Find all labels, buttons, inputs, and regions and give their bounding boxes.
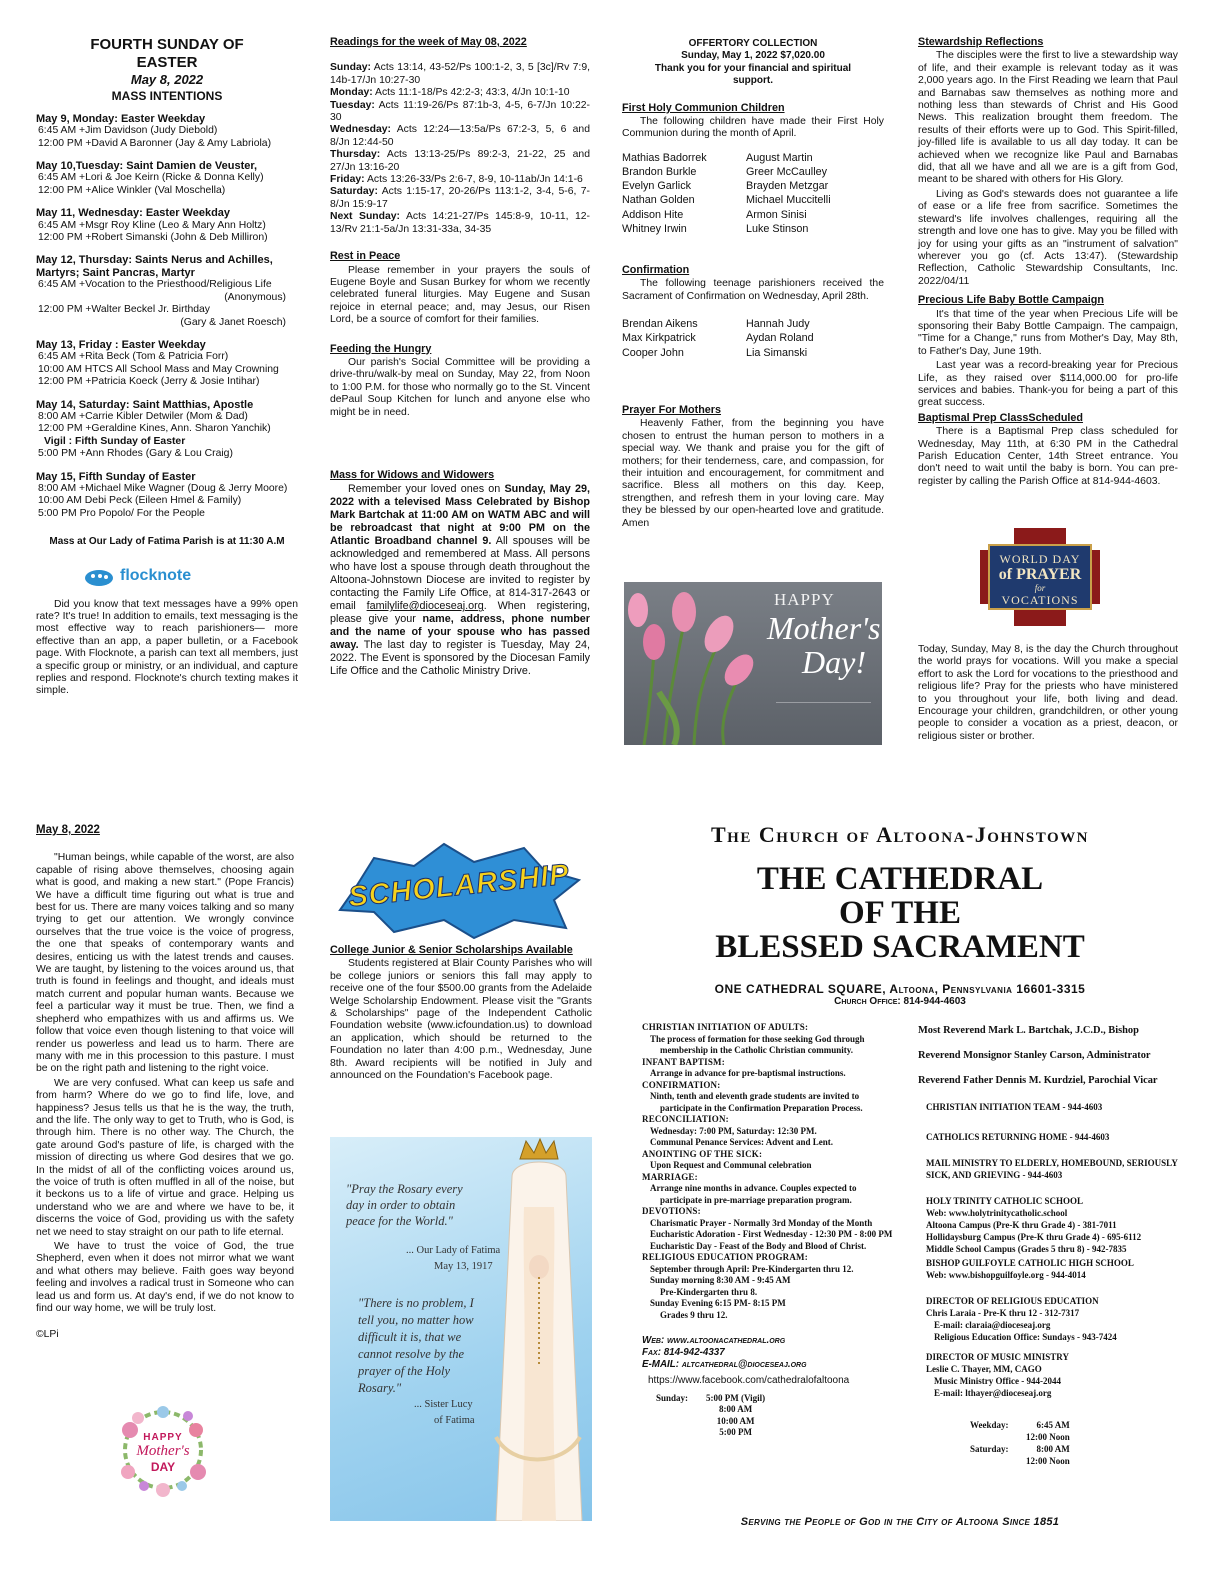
communicant-name: Greer McCaulley bbox=[746, 166, 827, 179]
reflection-p1: "Human beings, while capable of the worst, are also capable of rising above themselves, choosing again what is good, and making a new start." (Pope Francis) We have a difficult time figuring out what is true and best for us. There are many voices talking and so many trying to get our attention. We wrongly convince ourselves that the true voice is the voice of progress, the one that speaks of contemporary wants and desires, enticing us with the latest trends and causes. We are taught, by listening to the voices around us, that truth is found in feelings and thought, and ideals must match current and popular human wants. Because we feel a particular way it must be true. Then, we find a shepherd who empathizes with us and affirms us. We follow that voice even though listening to that voice will render us powerless and lead us to harm. There are many with me in this procession to this pasture. I must be on the right path and listening to the right voice. bbox=[36, 852, 294, 1075]
stewardship-p2: Living as God's stewards does not guarantee a life of ease or a life free from sacrifice. Sometimes the steward's life involves challenges, requiring all the strength and love one has to give. May you be filled with joy for using your gifts as an "instrument of salvation" wherever you go (cf. Acts 13:47). (Stewardship Reflection, Catholic Stewardship Consultants, Inc. 2022/04/11 bbox=[918, 188, 1178, 287]
confirmation-names-left bbox=[622, 317, 746, 360]
scholarship-block bbox=[330, 944, 592, 1084]
page-date: May 8, 2022 bbox=[130, 72, 204, 87]
baby-bottle-p1: It's that time of the year when Precious Life will be sponsoring their Baby Bottle Campaign. The campaign, "Time for a Change," runs from Mother's Day, May 8th, to Father's Day, June 19th. bbox=[918, 308, 1178, 357]
intention-day: May 14, Saturday: Saint Matthias, Apostle bbox=[36, 398, 254, 411]
htcs-heading: HOLY TRINITY CATHOLIC SCHOOL bbox=[926, 1196, 1083, 1206]
service-heading: RELIGIOUS EDUCATION PROGRAM: bbox=[642, 1252, 808, 1262]
reading-day: Saturday: bbox=[330, 186, 378, 198]
initiation-team: CHRISTIAN INITIATION TEAM - 944-4603 bbox=[926, 1102, 1103, 1112]
wdp-line2: of PRAYER bbox=[998, 566, 1082, 583]
mass-intentions-column bbox=[36, 36, 298, 700]
htcs-web[interactable]: Web: www.holytrinitycatholic.school bbox=[926, 1208, 1068, 1218]
prayer-text: Heavenly Father, from the beginning you have chosen to entrust the human person to mothers in a special way. We thank and praise you for the gift of mothers; for their tenderness, care, and compassion, for their intuition and encouragement, for commitment and sacrifice. Bless all mothers on this day. Keep, strengthen, and refresh them in your loving care. May they be blessed by our open-hearted love and gratitude. Amen bbox=[622, 418, 884, 529]
communicant-name: Luke Stinson bbox=[746, 222, 809, 235]
service-detail: September through April: Pre-Kindergarten thru 12. bbox=[650, 1263, 854, 1274]
reading-day: Monday: bbox=[330, 87, 373, 99]
dmm-heading: DIRECTOR OF MUSIC MINISTRY bbox=[926, 1352, 1069, 1362]
footer-tagline: Serving the People of God in the City of Altoona Since 1851 bbox=[740, 1516, 1060, 1528]
mass-time: 8:00 AM bbox=[1036, 1444, 1070, 1454]
confirmation-text: The following teenage parishioners received the Sacrament of Confirmation on Wednesday, April 28th. bbox=[622, 278, 884, 302]
widows-text: Remember your loved ones on Sunday, May 29, 2022 with a televised Mass Celebrated by Bishop Mark Bartchak at 11:00 AM on WATM ABC and will be rebroadcast that night at 9:00 PM on the Atlantic Broadband channel 9. All spouses will be acknowledged and remembered at Mass. All persons who have lost a spouse through death throughout the Altoona-Johnstown Diocese are invited to register by contacting the Family Life Office, at 814-317-2643 or email familylife@dioceseaj.org. When registering, please give your name, address, phone number and the name of your spouse who has passed away. The last day to register is Tuesday, May 24, 2022. The Event is sponsored by the Diocesan Family Life Office and the Catholic Ministry Drive. bbox=[330, 483, 590, 678]
mass-time: 6:45 AM bbox=[1036, 1420, 1070, 1430]
cathedral-line3: BLESSED SACRAMENT bbox=[715, 929, 1085, 965]
dre-name: Chris Laraia - Pre-K thru 12 - 312-7317 bbox=[926, 1308, 1080, 1318]
intention-row: Vigil : Fifth Sunday of Easter bbox=[44, 435, 186, 447]
communicant-name: Whitney Irwin bbox=[622, 222, 687, 235]
flocknote-bird-icon bbox=[84, 567, 114, 587]
fatima-quote-1-attrib: ... Our Lady of Fatima bbox=[406, 1245, 501, 1256]
church-office-phone: Church Office: 814-944-4603 bbox=[834, 996, 966, 1007]
page-title: FOURTH SUNDAY OF EASTER bbox=[90, 36, 244, 71]
weekday-times-list bbox=[1026, 1419, 1070, 1443]
scholarship-heading: College Junior & Senior Scholarships Available bbox=[330, 944, 573, 956]
sunday-label: Sunday: bbox=[656, 1392, 689, 1403]
confirmand-name: Lia Simanski bbox=[746, 346, 808, 359]
scholarship-logo bbox=[334, 840, 584, 940]
stewardship-heading: Stewardship Reflections bbox=[918, 36, 1044, 48]
service-detail: participate in pre-marriage preparation program. bbox=[660, 1194, 852, 1205]
mass-intentions-heading: MASS INTENTIONS bbox=[111, 89, 223, 104]
church-name: The Church of Altoona-Johnstown bbox=[710, 822, 1089, 847]
htcs-campus-2: Hollidaysburg Campus (Pre-K thru Grade 4) - 695-6112 bbox=[926, 1232, 1142, 1242]
mothers-day-wreath bbox=[108, 1400, 218, 1500]
fhc-heading: First Holy Communion Children bbox=[622, 101, 785, 114]
flocknote-text: Did you know that text messages have a 99% open rate? It's true! In addition to emails, text messaging is the most effective way to reach parishioners— more effective than an app, a paper bulletin, or a Facebook page. With Flocknote, a parish can text all members, just a specific group or ministry, or an individual, and capture replies and respond. Flocknote's church texting makes it simple. bbox=[36, 598, 298, 697]
reading-text: Acts 12:24—13:5a/Ps 67:2-3, 5, 6 and 8/Jn 12:44-50 bbox=[330, 124, 590, 148]
dre-heading: DIRECTOR OF RELIGIOUS EDUCATION bbox=[926, 1296, 1099, 1306]
confirmand-name: Brendan Aikens bbox=[622, 318, 698, 331]
intentions-list bbox=[36, 113, 298, 520]
address: ONE CATHEDRAL SQUARE, Altoona, Pennsylvania 16601-3315 bbox=[714, 982, 1086, 996]
intention-day: May 9, Monday: Easter Weekday bbox=[36, 112, 206, 125]
sunday-mass-times bbox=[642, 1393, 912, 1439]
readings-column bbox=[330, 36, 590, 680]
intention-row: (Gary & Janet Roesch) bbox=[180, 316, 286, 328]
sacraments-column bbox=[622, 38, 884, 532]
mass-time: 5:00 PM bbox=[719, 1427, 752, 1437]
baptismal-heading: Baptismal Prep ClassScheduled bbox=[918, 411, 1084, 424]
world-day-prayer-logo bbox=[980, 528, 1100, 626]
mail-ministry: MAIL MINISTRY TO ELDERLY, HOMEBOUND, SERIOUSLY SICK, AND GRIEVING - 944-4603 bbox=[926, 1158, 1178, 1180]
reading-text: Acts 13:13-25/Ps 89:2-3, 21-22, 25 and 27/Jn 13:16-20 bbox=[330, 149, 590, 173]
intention-row: 10:00 AM Debi Peck (Eileen Hmel & Family) bbox=[38, 495, 242, 507]
mothers-day-day: Day! bbox=[802, 644, 866, 680]
administrator: Reverend Monsignor Stanley Carson, Administrator bbox=[918, 1050, 1151, 1061]
communicant-name: Evelyn Garlick bbox=[622, 180, 691, 193]
saturday-times-list bbox=[1026, 1443, 1070, 1467]
intention-row: 12:00 PM +Robert Simanski (John & Deb Milliron) bbox=[38, 232, 268, 244]
service-heading: CHRISTIAN INITIATION OF ADULTS: bbox=[642, 1022, 809, 1032]
reflection-p3: We have to trust the voice of God, the true Shepherd, even when it does not mirror what we want and what others may believe. Faith goes way beyond feeling and involves a radical trust in Someone who can lead us and form us. At day's end, if we do not know to find our way home, we will be truly lost. bbox=[36, 1241, 294, 1315]
communicant-name: Brayden Metzgar bbox=[746, 180, 829, 193]
intention-day: May 13, Friday : Easter Weekday bbox=[36, 338, 206, 351]
intention-row: 8:00 AM +Michael Mike Wagner (Doug & Jerry Moore) bbox=[38, 482, 288, 494]
reading-item bbox=[330, 87, 590, 99]
rip-text: Please remember in your prayers the souls of Eugene Boyle and Susan Burkey for whom we recently celebrated funeral liturgies. May Eugene and Susan rejoice in eternal peace; and, may Jesus, our Risen Lord, be a source of comfort for their families. bbox=[330, 264, 590, 326]
mothers-day-mothers: Mother's bbox=[767, 610, 881, 646]
offertory-thanks: Thank you for your financial and spiritual support. bbox=[654, 62, 852, 87]
scholarship-wordmark: SCHOLARSHIP bbox=[346, 858, 572, 914]
sunday-times-list bbox=[706, 1393, 765, 1439]
flocknote-wordmark: flocknote bbox=[120, 567, 192, 585]
reading-day: Sunday: bbox=[330, 62, 371, 74]
reading-item bbox=[330, 62, 590, 87]
fatima-note: Mass at Our Lady of Fatima Parish is at 11:30 A.M bbox=[49, 536, 285, 548]
services-items bbox=[642, 1022, 912, 1321]
service-detail: Grades 9 thru 12. bbox=[660, 1309, 728, 1320]
intention-day: May 12, Thursday: Saints Nerus and Achilles, Martyrs; Saint Pancras, Martyr bbox=[36, 254, 273, 279]
wdp-line3: for bbox=[1034, 583, 1046, 593]
intention-day: May 15, Fifth Sunday of Easter bbox=[36, 470, 196, 483]
service-detail: Upon Request and Communal celebration bbox=[650, 1160, 812, 1170]
communicant-name: Brandon Burkle bbox=[622, 166, 697, 179]
familylife-email-link[interactable]: familylife@dioceseaj.org bbox=[366, 600, 484, 613]
feeding-text: Our parish's Social Committee will be providing a drive-thru/walk-by meal on Sunday, May 22, from Noon to 1:00 P.M. for those who normally go to the St. Vincent dePaul Soup Kitchen for lunch and anyone else who might be in need. bbox=[330, 356, 590, 418]
confirmation-names-right bbox=[746, 317, 870, 360]
service-heading: MARRIAGE: bbox=[642, 1171, 698, 1182]
weekday-mass-times bbox=[918, 1419, 1180, 1443]
services-list bbox=[642, 1022, 912, 1439]
bg-web[interactable]: Web: www.bishopguilfoyle.org - 944-4014 bbox=[926, 1270, 1086, 1280]
reading-day: Tuesday: bbox=[330, 99, 375, 111]
service-detail: Sunday morning 8:30 AM - 9:45 AM bbox=[650, 1275, 791, 1285]
service-detail: Ninth, tenth and eleventh grade students are invited to bbox=[650, 1091, 860, 1101]
reading-item bbox=[330, 149, 590, 174]
reflection-p2: We are very confused. What can keep us safe and from harm? Where do we go to find life, love, and happiness? Jesus tells us that he is the way, the truth, and the life. The only way to get to Truth, who is God, is through him. There is no other way. The Church, the gate around God's pasture of life, is charged with the mission of directing us where God desires that we go. In the midst of all of the conflicting voices around us, the voice of truth is often muffled in all of the noise, but it beckons us to a life of virtue and grace. Helping us understand who we are and where we have to be, it discerns the voice of God, providing us with the safety net we need to stay straight on our path to life eternal. bbox=[36, 1077, 294, 1238]
directory bbox=[918, 1025, 1180, 1467]
communicant-name: Addison Hite bbox=[622, 208, 684, 221]
intention-day: May 10,Tuesday: Saint Damien de Veuster, bbox=[36, 160, 258, 173]
intention-row: 5:00 PM +Ann Rhodes (Gary & Lou Craig) bbox=[38, 448, 233, 460]
feeding-heading: Feeding the Hungry bbox=[330, 342, 432, 355]
fhc-text: The following children have made their First Holy Communion during the month of April. bbox=[622, 116, 884, 140]
wreath-happy: HAPPY bbox=[143, 1432, 183, 1443]
baby-bottle-p2: Last year was a record-breaking year for Precious Life, as they raised over $114,000.00 for pro-life services and babies. Thank-you for being a part of this great success. bbox=[918, 360, 1178, 409]
reading-item bbox=[330, 124, 590, 149]
lpi-credit: ©LPi bbox=[36, 1329, 59, 1341]
intention-day: May 11, Wednesday: Easter Weekday bbox=[36, 207, 231, 220]
mass-time: 12:00 Noon bbox=[1026, 1432, 1070, 1442]
vocations-text-block bbox=[918, 644, 1178, 745]
service-heading: ANOINTING OF THE SICK: bbox=[642, 1148, 763, 1159]
our-lady-figure-icon bbox=[482, 1137, 592, 1521]
offertory-title: OFFERTORY COLLECTION bbox=[688, 38, 818, 49]
vocations-text: Today, Sunday, May 8, is the day the Church throughout the world prays for vocations. Will you make a special effort to ask the Lord for vocations to the priesthood and religious life? Pray for the priests who have ministered to you throughout your life, both living and dead. Encourage your children, grandchildren, or other young people to consider a vocation as a priest, deacon, or religious sister or brother. bbox=[918, 644, 1178, 742]
communicant-name: Nathan Golden bbox=[622, 194, 695, 207]
stewardship-p1: The disciples were the first to live a stewardship way of life, and their example is relevant today as it was 2,000 years ago. In the First Reading we learn that Paul and Barnabas saw themselves as nothing more and nothing less than stewards of Christ and His Good News. This realization brought them freedom. The results of their efforts were up to God. This Spirit-filled, joy-filled life is available to us all day today. It can be achieved when we recognize like Paul and Barnabas did, that all we have and all we are is a gift from God, meant to be shared with others for His Glory. bbox=[918, 50, 1178, 186]
reading-day: Next Sunday: bbox=[330, 211, 401, 223]
mass-time: 10:00 AM bbox=[716, 1415, 755, 1426]
intention-row: (Anonymous) bbox=[224, 291, 286, 303]
service-detail: Eucharistic Adoration - First Wednesday - 12:30 PM - 8:00 PM bbox=[650, 1229, 893, 1239]
intention-row: 6:45 AM +Lori & Joe Keirn (Ricke & Donna Kelly) bbox=[38, 172, 264, 184]
intention-row: 5:00 PM Pro Popolo/ For the People bbox=[38, 507, 205, 519]
confirmation-names bbox=[622, 317, 884, 360]
service-detail: Sunday Evening 6:15 PM- 8:15 PM bbox=[650, 1298, 786, 1308]
reading-day: Friday: bbox=[330, 174, 365, 186]
reading-day: Thursday: bbox=[330, 149, 381, 161]
service-heading: RECONCILIATION: bbox=[642, 1114, 729, 1124]
contact-facebook[interactable]: https://www.facebook.com/cathedralofaltoona bbox=[648, 1375, 850, 1386]
readings-heading: Readings for the week of May 08, 2022 bbox=[330, 36, 527, 48]
dmm-name: Leslie C. Thayer, MM, CAGO bbox=[926, 1364, 1042, 1374]
bishop: Most Reverend Mark L. Bartchak, J.C.D., Bishop bbox=[918, 1025, 1139, 1036]
fhc-names-right bbox=[746, 151, 870, 236]
communicant-name: August Martin bbox=[746, 151, 813, 164]
mothers-day-small-text bbox=[776, 702, 871, 733]
contact-web[interactable]: Web: www.altoonacathedral.org bbox=[642, 1335, 786, 1346]
htcs-campus-1: Altoona Campus (Pre-K thru Grade 4) - 381-7011 bbox=[926, 1220, 1117, 1230]
reflection-heading: May 8, 2022 bbox=[36, 824, 100, 836]
parochial-vicar: Reverend Father Dennis M. Kurdziel, Parochial Vicar bbox=[918, 1075, 1158, 1086]
service-detail: Charismatic Prayer - Normally 3rd Monday of the Month bbox=[650, 1217, 873, 1228]
service-detail: Arrange nine months in advance. Couples expected to bbox=[650, 1183, 857, 1193]
fatima-quote-2: "There is no problem, I tell you, no matter how difficult it is, that we cannot resolve by the prayer of the Holy Rosary." bbox=[358, 1296, 474, 1395]
reflection-column bbox=[36, 824, 294, 1344]
fatima-quote-2-attrib: ... Sister Lucy bbox=[414, 1399, 473, 1410]
wdp-line1: WORLD DAY bbox=[999, 552, 1081, 566]
masthead bbox=[620, 822, 1180, 1007]
fatima-rosary-image bbox=[330, 1137, 592, 1521]
service-detail: Wednesday: 7:00 PM, Saturday: 12:30 PM. bbox=[650, 1125, 817, 1136]
mass-time: 12:00 Noon bbox=[1026, 1456, 1070, 1466]
intention-row: 12:00 PM +Geraldine Kines, Ann. Sharon Yanchik) bbox=[38, 423, 271, 435]
reading-text: Acts 14:21-27/Ps 145:8-9, 10-11, 12-13/Rv 21:1-5a/Jn 13:31-33a, 34-35 bbox=[330, 211, 590, 235]
saturday-label: Saturday: bbox=[970, 1444, 1009, 1454]
wreath-day: DAY bbox=[150, 1460, 176, 1474]
intention-row: 10:00 AM HTCS All School Mass and May Crowning bbox=[38, 363, 279, 375]
service-heading: INFANT BAPTISM: bbox=[642, 1056, 725, 1067]
intention-row: 6:45 AM +Vocation to the Priesthood/Religious Life bbox=[38, 279, 272, 291]
service-detail: The process of formation for those seeking God through bbox=[650, 1033, 865, 1044]
stewardship-column bbox=[918, 36, 1178, 490]
dmm-email[interactable]: E-mail: lthayer@dioceseaj.org bbox=[934, 1388, 1052, 1398]
reading-item bbox=[330, 211, 590, 236]
service-detail: Pre-Kindergarten thru 8. bbox=[660, 1286, 758, 1297]
bg-heading: BISHOP GUILFOYLE CATHOLIC HIGH SCHOOL bbox=[926, 1258, 1134, 1268]
intention-row: 12:00 PM +Patricia Koeck (Jerry & Josie Intihar) bbox=[38, 376, 260, 388]
confirmand-name: Hannah Judy bbox=[746, 318, 810, 331]
baby-bottle-heading: Precious Life Baby Bottle Campaign bbox=[918, 294, 1104, 307]
rip-heading: Rest in Peace bbox=[330, 250, 401, 263]
service-detail: Eucharistic Day - Feast of the Body and Blood of Christ. bbox=[650, 1240, 867, 1251]
cathedral-line2: OF THE bbox=[839, 895, 961, 931]
service-detail: Communal Penance Services: Advent and Lent. bbox=[650, 1137, 833, 1147]
mass-time: 8:00 AM bbox=[718, 1404, 753, 1414]
dre-office: Religious Education Office: Sundays - 943-7424 bbox=[934, 1332, 1117, 1342]
service-heading: DEVOTIONS: bbox=[642, 1206, 701, 1216]
communicant-name: Michael Muccitelli bbox=[746, 194, 831, 207]
weekday-label: Weekday: bbox=[970, 1420, 1009, 1430]
mothers-day-happy: HAPPY bbox=[774, 590, 835, 609]
intention-row: 12:00 PM +David A Baronner (Jay & Amy Labriola) bbox=[38, 137, 272, 149]
confirmand-name: Max Kirkpatrick bbox=[622, 332, 696, 345]
saturday-mass-times bbox=[918, 1443, 1180, 1467]
confirmand-name: Cooper John bbox=[622, 346, 684, 359]
contact-email[interactable]: E-MAIL: altcathedral@dioceseaj.org bbox=[642, 1359, 807, 1370]
intention-row: 6:45 AM +Jim Davidson (Judy Diebold) bbox=[38, 125, 218, 137]
intention-row: 8:00 AM +Carrie Kibler Detwiler (Mom & Dad) bbox=[38, 410, 248, 422]
service-heading: CONFIRMATION: bbox=[642, 1079, 721, 1090]
reading-item bbox=[330, 174, 590, 186]
reading-text: Acts 11:19-26/Ps 87:1b-3, 4-5, 6-7/Jn 10:22-30 bbox=[330, 99, 590, 124]
cathedral-line1: THE CATHEDRAL bbox=[756, 861, 1044, 897]
confirmand-name: Aydan Roland bbox=[746, 332, 814, 345]
service-detail: membership in the Catholic Christian community. bbox=[660, 1045, 854, 1055]
reading-text: Acts 13:26-33/Ps 2:6-7, 8-9, 10-11ab/Jn 14:1-6 bbox=[364, 174, 583, 186]
flocknote-logo bbox=[84, 567, 298, 587]
mass-time: 5:00 PM (Vigil) bbox=[706, 1392, 766, 1403]
service-detail: Arrange in advance for pre-baptismal instructions. bbox=[650, 1068, 846, 1078]
communicant-name: Mathias Badorrek bbox=[622, 151, 707, 164]
intention-row: 12:00 PM +Alice Winkler (Val Moschella) bbox=[38, 184, 226, 196]
intention-row: 6:45 AM +Rita Beck (Tom & Patricia Forr) bbox=[38, 351, 229, 363]
intention-row: 12:00 PM +Walter Beckel Jr. Birthday bbox=[38, 304, 210, 316]
mothers-day-image bbox=[624, 582, 882, 745]
fatima-quote-2-attrib2: of Fatima bbox=[434, 1415, 475, 1426]
reading-item bbox=[330, 186, 590, 211]
dre-email[interactable]: E-mail: claraia@dioceseaj.org bbox=[934, 1320, 1051, 1330]
htcs-campus-3: Middle School Campus (Grades 5 thru 8) - 942-7835 bbox=[926, 1244, 1127, 1254]
prayer-heading: Prayer For Mothers bbox=[622, 403, 722, 416]
reading-day: Wednesday: bbox=[330, 124, 392, 136]
readings-list bbox=[330, 62, 590, 236]
scholarship-text: Students registered at Blair County Parishes who will be college juniors or seniors this fall may apply to receive one of the four $500.00 grants from the Adelaide Welge Scholarship Endowment. Please visit the "Grants & Scholarships" page of the Independent Catholic Foundation website (www.icfoundation.us) to download an application, which should be returned to the Foundation no later than 4:00 p.m., Wednesday, June 8th. Award recipients will be notified in July and announced on the Foundation's Facebook page. bbox=[330, 958, 592, 1082]
fatima-quote-1: "Pray the Rosary every day in order to obtain peace for the World." bbox=[346, 1182, 463, 1228]
wdp-line4: VOCATIONS bbox=[1001, 593, 1079, 607]
catholics-returning: CATHOLICS RETURNING HOME - 944-4603 bbox=[926, 1132, 1110, 1142]
reading-text: Acts 13:14, 43-52/Ps 100:1-2, 3, 5 [3c]/Rv 7:9, 14b-17/Jn 10:27-30 bbox=[330, 62, 590, 86]
reading-text: Acts 1:15-17, 20-26/Ps 113:1-2, 3-4, 5-6, 7-8/Jn 15:9-17 bbox=[330, 186, 590, 210]
fhc-names-left bbox=[622, 151, 746, 236]
intention-row: 6:45 AM +Msgr Roy Kline (Leo & Mary Ann Holtz) bbox=[38, 219, 266, 231]
reading-item bbox=[330, 100, 590, 125]
dmm-office: Music Ministry Office - 944-2044 bbox=[934, 1376, 1061, 1386]
wreath-mothers: Mother's bbox=[136, 1443, 190, 1459]
offertory-amount: Sunday, May 1, 2022 $7,020.00 bbox=[681, 50, 825, 62]
fatima-quote-1-date: May 13, 1917 bbox=[434, 1261, 493, 1272]
service-detail: participate in the Confirmation Preparation Process. bbox=[660, 1102, 863, 1113]
fhc-names bbox=[622, 151, 884, 236]
communicant-name: Armon Sinisi bbox=[746, 208, 807, 221]
baptismal-text: There is a Baptismal Prep class scheduled for Wednesday, May 11th, at 6:30 PM in the Cathedral Parish Education Center, 14th Street entrance. You don't need to wait until the baby is born. You can pre-register by calling the Parish Office at 814-944-4603. bbox=[918, 426, 1178, 487]
confirmation-heading: Confirmation bbox=[622, 264, 690, 277]
contact-fax: Fax: 814-942-4337 bbox=[642, 1347, 725, 1358]
reading-text: Acts 11:1-18/Ps 42:2-3; 43:3, 4/Jn 10:1-10 bbox=[372, 87, 570, 99]
widows-heading: Mass for Widows and Widowers bbox=[330, 468, 495, 481]
